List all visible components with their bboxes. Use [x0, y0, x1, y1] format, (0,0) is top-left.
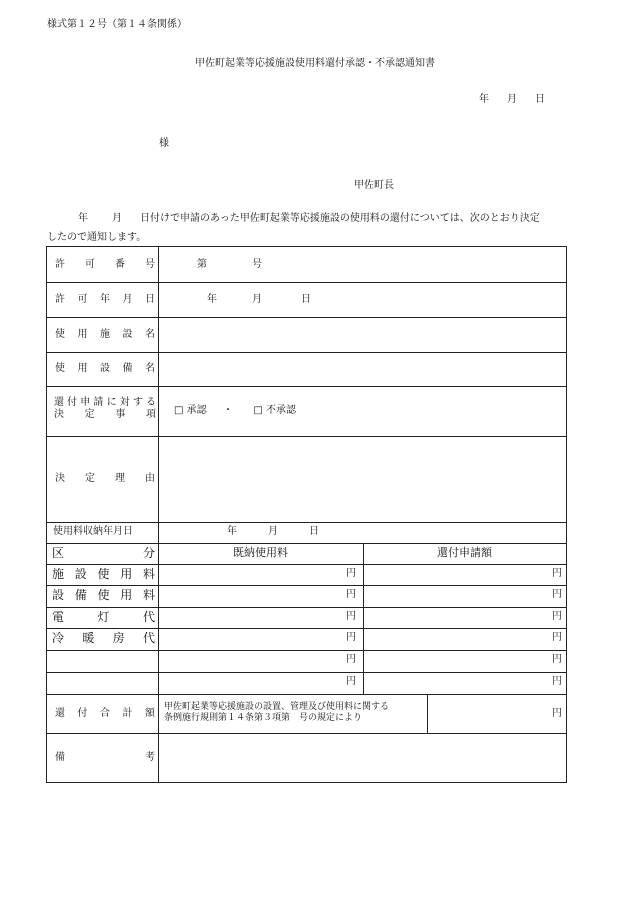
permit-number-dai: 第 [197, 259, 207, 270]
refund-basis-line1: 甲佐町起業等応援施設の設置、管理及び使用料に関する [164, 702, 390, 712]
approve-label: 承認 [186, 405, 207, 416]
category-header: 区 分 [52, 546, 155, 560]
refund-basis [164, 702, 389, 724]
row-divider [47, 352, 566, 353]
row-divider [47, 522, 566, 523]
row-divider [47, 585, 566, 586]
decision-label-line2: 決 定 事 項 [54, 409, 156, 420]
reject-label: 不承認 [266, 405, 297, 416]
body-date-month: 月 [112, 213, 122, 224]
decision-options [174, 405, 296, 417]
amount-column-divider [363, 543, 364, 694]
body-line1-text: 日付けで申請のあった甲佐町起業等応援施設の使用料の還付については、次のとおり決定 [140, 213, 540, 224]
date-day: 日 [535, 94, 545, 105]
yen-unit: 円 [346, 568, 356, 579]
row-divider [47, 628, 566, 629]
decision-label-line1: 還 付 申 請 に 対 す る [54, 397, 156, 408]
row-divider [47, 317, 566, 318]
decision-label [54, 397, 156, 421]
row-divider [47, 564, 566, 565]
approve-checkbox[interactable]: □ [174, 405, 184, 416]
row-divider [47, 436, 566, 437]
yen-unit: 円 [552, 611, 562, 622]
row-divider [47, 694, 566, 695]
permit-date-label: 許 可 年 月 日 [55, 294, 155, 305]
refund-amount-header: 還付申請額 [437, 546, 492, 559]
row-divider [47, 543, 566, 544]
yen-unit: 円 [552, 654, 562, 665]
fee-row-label: 電 灯 代 [52, 610, 155, 624]
remarks-label: 備 考 [55, 752, 155, 763]
total-column-divider [427, 694, 428, 733]
reject-checkbox[interactable]: □ [253, 405, 263, 416]
document-title: 甲佐町起業等応援施設使用料還付承認・不承認通知書 [195, 58, 435, 69]
yen-unit: 円 [552, 589, 562, 600]
issuer: 甲佐町長 [354, 180, 394, 191]
notice-date [479, 94, 545, 106]
yen-unit: 円 [552, 708, 562, 719]
payment-date-label: 使用料収納年月日 [53, 526, 133, 537]
yen-unit: 円 [346, 654, 356, 665]
payment-date-month: 月 [268, 526, 278, 537]
option-separator: ・ [223, 405, 234, 416]
permit-date-month: 月 [252, 294, 262, 305]
form-number: 様式第１２号（第１４条関係） [47, 19, 187, 30]
fee-row-label: 設 備 使 用 料 [52, 588, 155, 602]
yen-unit: 円 [346, 589, 356, 600]
body-date-year: 年 [78, 213, 88, 224]
payment-date-year: 年 [227, 526, 237, 537]
fee-row-label: 施 設 使 用 料 [52, 567, 155, 581]
row-divider [47, 650, 566, 651]
permit-date-day: 日 [301, 294, 311, 305]
yen-unit: 円 [346, 632, 356, 643]
row-divider [47, 282, 566, 283]
equipment-name-label: 使 用 設 備 名 [55, 363, 155, 374]
addressee: 様 [159, 138, 169, 149]
paid-fee-header: 既納使用料 [233, 546, 288, 559]
refund-total-label: 還 付 合 計 額 [55, 708, 155, 719]
yen-unit: 円 [552, 676, 562, 687]
refund-basis-line2: 条例施行規則第１４条第３項第 号の規定により [164, 713, 363, 723]
row-divider [47, 672, 566, 673]
label-column-divider [158, 247, 159, 782]
fee-row-label: 冷 暖 房 代 [52, 631, 155, 645]
body-text-line2: したので通知します。 [47, 232, 147, 243]
permit-number-go: 号 [252, 259, 262, 270]
body-text-line1 [48, 213, 540, 225]
date-month: 月 [507, 94, 517, 105]
payment-date-day: 日 [309, 526, 319, 537]
reason-label: 決 定 理 由 [55, 473, 155, 484]
facility-name-label: 使 用 施 設 名 [55, 329, 155, 340]
permit-date-year: 年 [207, 294, 217, 305]
row-divider [47, 733, 566, 734]
permit-number-label: 許 可 番 号 [55, 259, 155, 270]
row-divider [47, 386, 566, 387]
yen-unit: 円 [346, 611, 356, 622]
yen-unit: 円 [346, 676, 356, 687]
form-table [46, 246, 567, 783]
date-year: 年 [479, 94, 489, 105]
yen-unit: 円 [552, 632, 562, 643]
yen-unit: 円 [552, 568, 562, 579]
row-divider [47, 607, 566, 608]
